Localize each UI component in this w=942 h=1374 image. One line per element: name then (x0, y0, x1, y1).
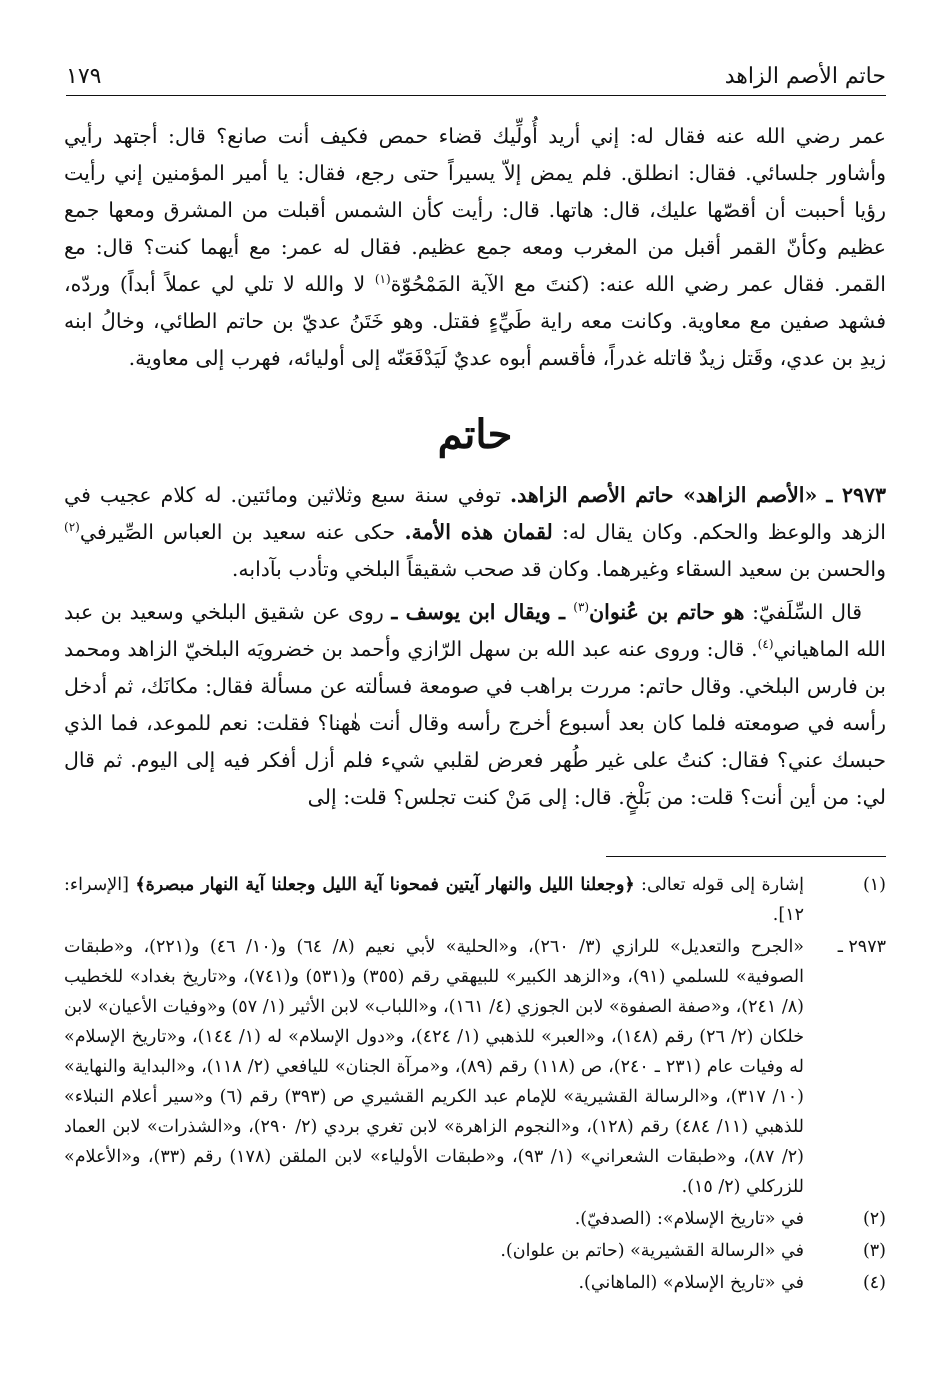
footnote-number: (٣) (862, 1241, 886, 1261)
paragraph-1 (64, 118, 886, 377)
footnote (64, 932, 886, 1202)
footnote (64, 1204, 886, 1234)
paragraph-3 (64, 594, 886, 816)
entry-text-c: والحسن بن سعيد السقاء وغيرهما. وكان قد صحب شقيقاً البلخي وتأدب بآدابه. (231, 557, 886, 581)
main-text (64, 118, 886, 816)
paragraph-3-text-b: روى عن شقيق البلخي وسعيد بن عبد الله الماهياني (64, 600, 886, 661)
footnote-quran-verse: ﴿وجعلنا الليل والنهار آيتين فمحونا آية الليل وجعلنا آية النهار مبصرة﴾ (135, 875, 635, 895)
footnote-number: (١) (862, 875, 886, 895)
entry-text-b: حكى عنه سعيد بن العباس الصِّيرفي (79, 520, 405, 544)
footnote (64, 1236, 886, 1266)
footnote-ref-3: (٣) (573, 600, 590, 615)
footnote (64, 1268, 886, 1298)
paragraph-1-text-cont: لا والله لا تلي لي عملاً أبداً) وردّه، فشهد صفين مع معاوية. وكانت معه راية طَيِّءٍ فقتل. وهو خَتَنُ عديّ بن حاتم الطائي، وخالُ ابنه زيدِ بن عدي، وقَتل زيدٌ قاتله غدراً، فأقسم أبوه عديٌ لَيَدْفَعَنّه إلى أوليائه، فهرب إلى معاوية. (64, 272, 886, 370)
entry-paragraph (64, 477, 886, 588)
footnote-text-a: إشارة إلى قوله تعالى: (634, 875, 804, 895)
paragraph-1-text: عمر رضي الله عنه فقال له: إني أريد أُولِّيك قضاء حمص فكيف أنت صانع؟ قال: أجتهد رأيي وأشاور جلسائي. فقال: انطلق. فلم يمض إلاّ يسيراً حتى رجع، فقال: يا أمير المؤمنين إني رأيت رؤيا أحببت أن أقصّها عليك، قال: هاتها. قال: رأيت كأن الشمس أقبلت من المشرق ومعها جمع عظيم وكأنّ القمر أقبل من المغرب ومعه جمع عظيم. فقال له عمر: مع أيهما كنت؟ قال: مع القمر. فقال عمر رضي الله عنه: (كنتَ مع الآية المَمْحُوّة (64, 124, 887, 296)
paragraph-3-text-a: قال السِّلَفيّ: (744, 600, 863, 624)
entry-title: «الأصم الزاهد» حاتم الأصم الزاهد. (509, 483, 818, 507)
entry-text-a: توفي سنة سبع وثلاثين ومائتين. له كلام عجيب في الزهد والوعظ والحكم. وكان يقال له: (64, 483, 886, 544)
running-title: حاتم الأصم الزاهد (724, 64, 886, 89)
footnotes (64, 870, 886, 1300)
paragraph-3-text-c: . قال: وروى عنه عبد الله بن سهل الرّازي وأحمد بن خضرويَه البلخيّ الزاهد ومحمد بن فارس البلخي. وقال حاتم: مررت براهب في صومعة فسألته عن مسألة فقال: مكانَك، ثم أدخل رأسه في صومعته فلما كان بعد أسبوع أخرج رأسه وقال أنت هٰهنا؟ فقلت: نعم للموعد، فما الذي حبسك عني؟ فقال: كنتُ على غير طُهر فعرض لقلبي شيء فلم أزل أفكر فيه إلى اليوم. ثم قال لي: من أين أنت؟ قلت: من بَلْخٍ. قال: إلى مَنْ كنت تجلس؟ قلت: إلى (64, 637, 886, 809)
footnote-ref-2: (٢) (64, 520, 80, 535)
paragraph-3-bold-2: ـ ويقال ابن يوسف ـ (391, 600, 574, 624)
footnote-number: (٤) (862, 1273, 886, 1293)
entry-epithet: لقمان هذه الأمة. (404, 520, 553, 544)
entry-number: ٢٩٧٣ ـ (826, 483, 886, 507)
section-title: حاتم (437, 411, 513, 458)
footnote-text: في «تاريخ الإسلام»: (الصدفيّ). (574, 1209, 804, 1229)
footnote-text (64, 870, 804, 930)
footnote-text: في «الرسالة القشيرية» (حاتم بن علوان). (500, 1241, 804, 1261)
footnote-text: في «تاريخ الإسلام» (الماهاني). (578, 1273, 804, 1293)
footnote (64, 870, 886, 930)
page-number: ١٧٩ (66, 64, 102, 89)
footnote-separator (606, 856, 886, 857)
footnote-ref-1: (١) (374, 272, 391, 287)
footnote-text-b: [الإسراء: ١٢]. (64, 875, 804, 925)
footnote-number: (٢) (862, 1209, 886, 1229)
page-header (66, 56, 886, 96)
footnote-text: «الجرح والتعديل» للرازي (٣/ ٢٦٠)، و«الحلية» لأبي نعيم (٨/ ٦٤) و(١٠/ ٤٦) و(٢٢١)، و«طبقات الصوفية» للسلمي (٩١)، و«الزهد الكبير» للبيهقي رقم (٣٥٥) و(٥٣١) و(٧٤١)، و«تاريخ بغداد» للخطيب (٨/ ٢٤١)، و«صفة الصفوة» لابن الجوزي (٤/ ١٦١)، و«اللباب» لابن الأثير (١/ ٥٧) و«وفيات الأعيان» لابن خلكان (٢/ ٢٦) رقم (١٤٨)، و«العبر» للذهبي (١/ ٤٢٤)، و«دول الإسلام» له (١/ ١٤٤)، و«تاريخ الإسلام» له وفيات عام (٢٣١ ـ ٢٤٠)، ص (١١٨) رقم (٨٩)، و«مرآة الجنان» لليافعي (٢/ ١١٨)، و«البداية والنهاية» (١٠/ ٣١٧)، و«الرسالة القشيرية» للإمام عبد الكريم القشيري ص (٣٩٣) رقم (٦) و«سير أعلام النبلاء» للذهبي (١١/ ٤٨٤) رقم (١٢٨)، و«النجوم الزاهرة» لابن تغري بردي (٢/ ٢٩٠)، و«الشذرات» لابن العماد (٢/ ٨٧)، و«طبقات الشعراني» (١/ ٩٣)، و«طبقات الأولياء» لابن الملقن (١٧٨) رقم (٣٣)، و«الأعلام» للزركلي (٢/ ١٥). (64, 937, 805, 1197)
footnote-number: ٢٩٧٣ ـ (837, 937, 886, 957)
footnote-ref-4: (٤) (757, 637, 774, 652)
paragraph-3-bold-1: هو حاتم بن عُنوان (589, 600, 745, 624)
